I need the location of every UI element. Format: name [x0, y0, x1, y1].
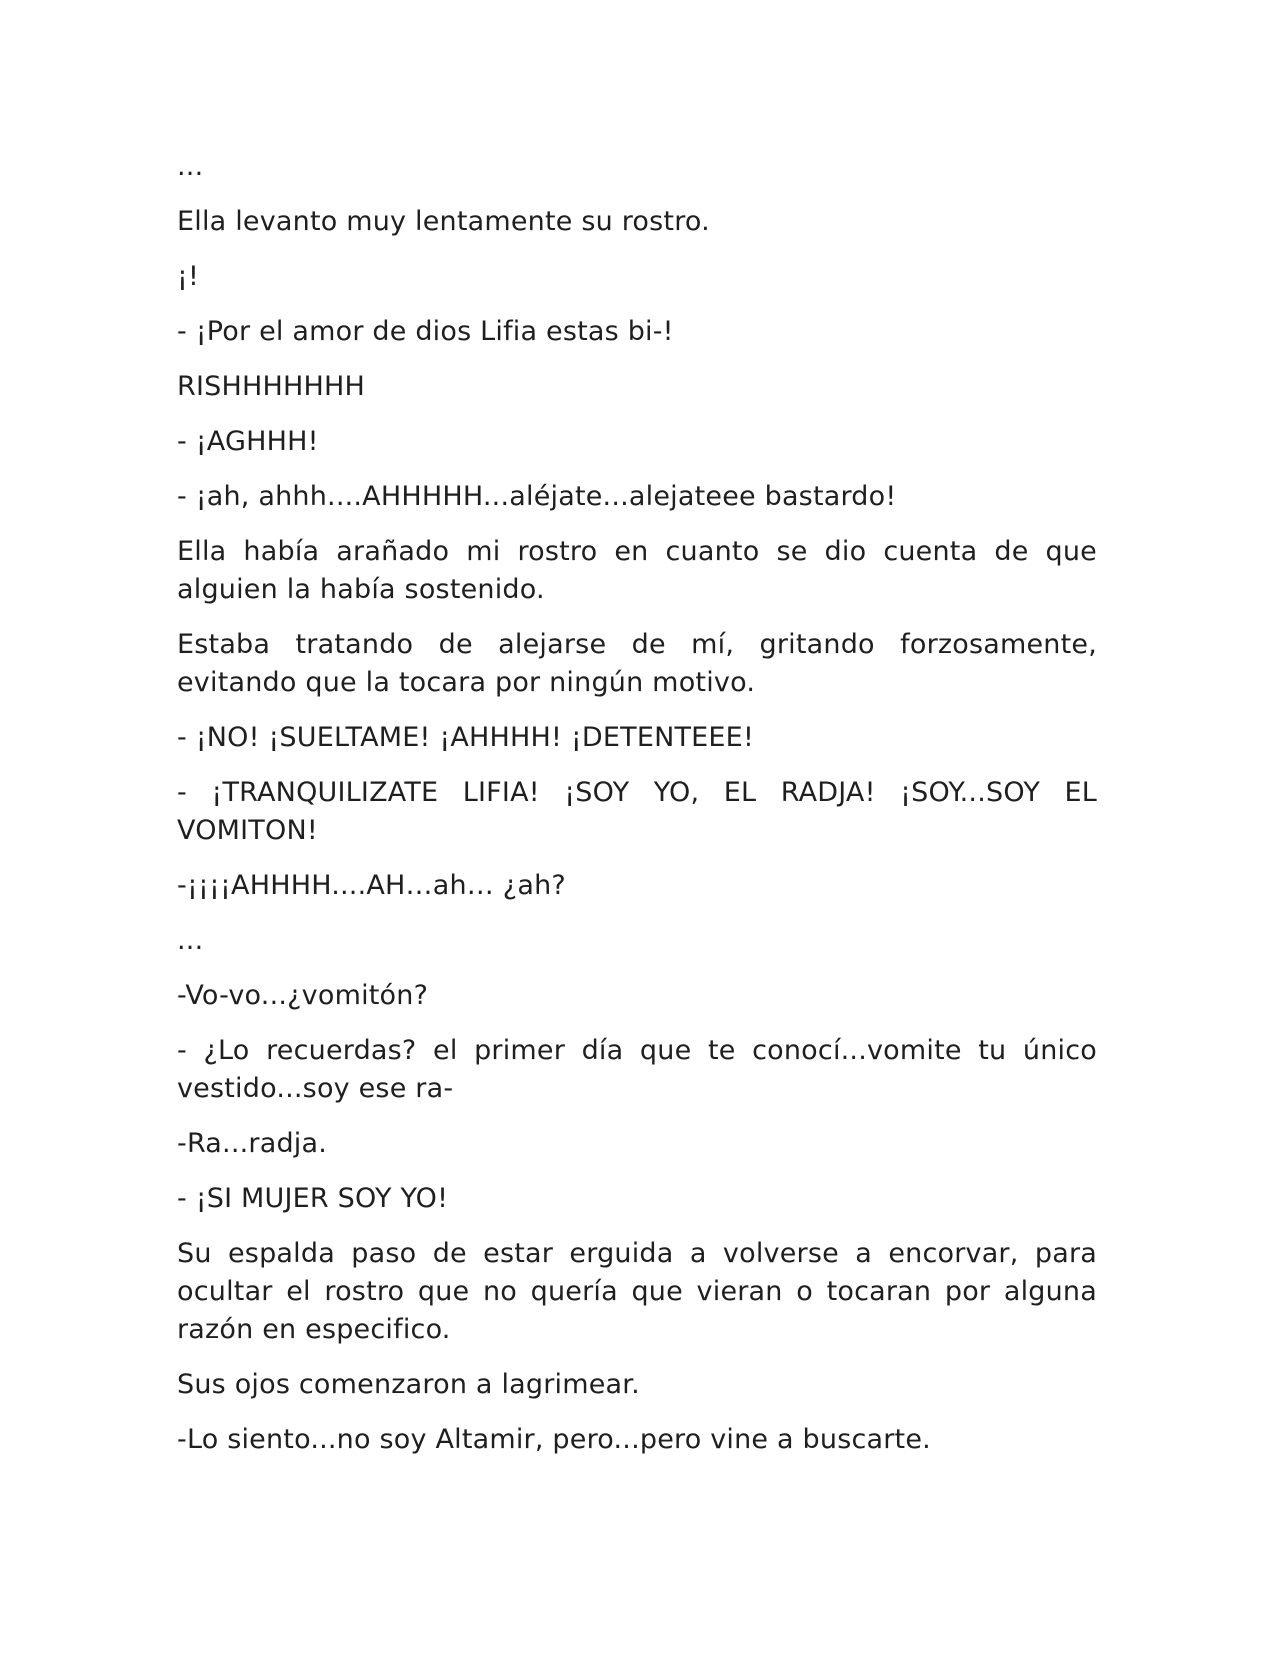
- paragraph: - ¡Por el amor de dios Lifia estas bi-!: [177, 316, 674, 347]
- paragraph: - ¡TRANQUILIZATE LIFIA! ¡SOY YO, EL RADJA! ¡SOY...SOY EL VOMITON!: [177, 777, 1097, 846]
- paragraph: -Vo-vo...¿vomitón?: [177, 980, 429, 1011]
- paragraph: Ella levanto muy lentamente su rostro.: [177, 206, 710, 237]
- paragraph: Su espalda paso de estar erguida a volverse a encorvar, para ocultar el rostro que no quería que vieran o tocaran por alguna razón en especifico.: [177, 1238, 1097, 1345]
- paragraph: ¡!: [177, 261, 200, 292]
- paragraph: - ¡NO! ¡SUELTAME! ¡AHHHH! ¡DETENTEEE!: [177, 722, 754, 753]
- paragraph: - ¿Lo recuerdas? el primer día que te conocí...vomite tu único vestido...soy ese ra-: [177, 1035, 1097, 1104]
- paragraph: ...: [177, 925, 204, 956]
- paragraph: ...: [177, 151, 204, 182]
- paragraph: Estaba tratando de alejarse de mí, gritando forzosamente, evitando que la tocara por ningún motivo.: [177, 629, 1097, 698]
- paragraph: -Ra...radja.: [177, 1128, 328, 1159]
- paragraph: Ella había arañado mi rostro en cuanto se dio cuenta de que alguien la había sostenido.: [177, 536, 1097, 605]
- paragraph: -Lo siento...no soy Altamir, pero...pero vine a buscarte.: [177, 1424, 931, 1455]
- paragraph: Sus ojos comenzaron a lagrimear.: [177, 1369, 640, 1400]
- paragraph: - ¡ah, ahhh....AHHHHH...aléjate...alejateee bastardo!: [177, 481, 897, 512]
- document-page: [177, 148, 1097, 1476]
- paragraph: - ¡AGHHH!: [177, 426, 319, 457]
- paragraph: RISHHHHHHH: [177, 371, 365, 402]
- paragraph: - ¡SI MUJER SOY YO!: [177, 1183, 449, 1214]
- paragraph: -¡¡¡¡AHHHH....AH…ah… ¿ah?: [177, 870, 566, 901]
